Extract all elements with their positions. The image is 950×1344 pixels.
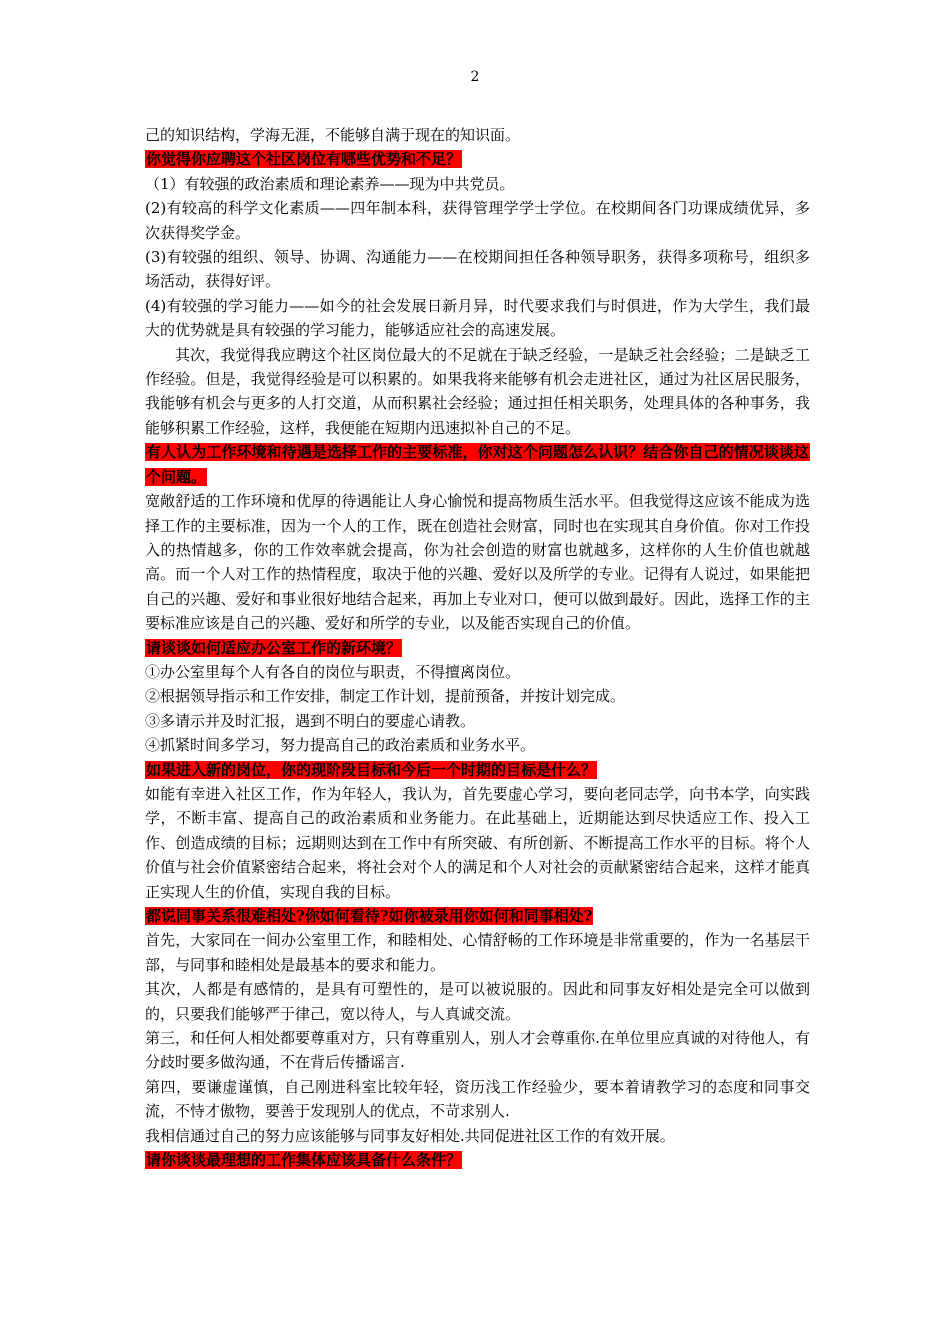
body-paragraph (145, 928, 810, 977)
question-heading (145, 440, 810, 489)
body-paragraph (145, 1026, 810, 1075)
paragraph-text: 第三，和任何人相处都要尊重对方，只有尊重别人，别人才会尊重你.在单位里应真诚的对待他人，有分歧时要多做沟通，不在背后传播谣言. (145, 1029, 810, 1072)
body-paragraph (145, 660, 810, 684)
body-paragraph (145, 489, 810, 635)
question-heading (145, 1148, 810, 1172)
body-paragraph (145, 245, 810, 294)
body-paragraph (145, 123, 810, 147)
paragraph-text: 首先，大家同在一间办公室里工作，和睦相处、心情舒畅的工作环境是非常重要的，作为一名基层干部，与同事和睦相处是最基本的要求和能力。 (145, 931, 810, 974)
paragraph-text: 其次，我觉得我应聘这个社区岗位最大的不足就在于缺乏经验，一是缺乏社会经验；二是缺乏工作经验。但是，我觉得经验是可以积累的。如果我将来能够有机会走进社区，通过为社区居民服务，我能够有机会与更多的人打交道，从而积累社会经验；通过担任相关职务，处理具体的各种事务，我能够积累工作经验，这样，我便能在短期内迅速拟补自己的不足。 (145, 345, 810, 437)
paragraph-text: ④抓紧时间多学习，努力提高自己的政治素质和业务水平。 (145, 736, 536, 755)
body-paragraph (145, 1124, 810, 1148)
question-heading (145, 758, 810, 782)
question-text: 你觉得你应聘这个社区岗位有哪些优势和不足？ (146, 150, 462, 169)
body-paragraph (145, 733, 810, 757)
question-text: 请谈谈如何适应办公室工作的新环境？ (146, 638, 402, 657)
paragraph-text: (3)有较强的组织、领导、协调、沟通能力——在校期间担任各种领导职务，获得多项称号，组织多场活动，获得好评。 (145, 248, 810, 291)
paragraph-text: ③多请示并及时汇报，遇到不明白的要虚心请教。 (145, 711, 476, 730)
question-text: 都说同事关系很难相处?你如何看待?如你被录用你如何和同事相处? (146, 907, 593, 925)
body-paragraph (145, 1075, 810, 1124)
body-paragraph (145, 294, 810, 343)
paragraph-text: 第四，要谦虚谨慎，自己刚进科室比较年轻，资历浅工作经验少，要本着请教学习的态度和同事交流，不恃才傲物，要善于发现别人的优点，不苛求别人. (145, 1077, 810, 1121)
body-paragraph (145, 977, 810, 1026)
paragraph-text: (2)有较高的科学文化素质——四年制本科，获得管理学学士学位。在校期间各门功课成绩优异，多次获得奖学金。 (145, 199, 810, 242)
paragraph-text: 我相信通过自己的努力应该能够与同事友好相处.共同促进社区工作的有效开展。 (145, 1126, 675, 1145)
paragraph-text: 其次，人都是有感情的，是具有可塑性的，是可以被说服的。因此和同事友好相处是完全可以做到的，只要我们能够严于律己，宽以待人，与人真诚交流。 (145, 980, 810, 1023)
paragraph-text: (4)有较强的学习能力——如今的社会发展日新月异，时代要求我们与时俱进，作为大学生，我们最大的优势就是具有较强的学习能力，能够适应社会的高速发展。 (145, 296, 810, 340)
page-number: 2 (470, 69, 480, 85)
paragraph-text: （1）有较强的政治素质和理论素养——现为中共党员。 (145, 174, 515, 193)
body-paragraph (145, 684, 810, 708)
paragraph-text: 如能有幸进入社区工作，作为年轻人，我认为，首先要虚心学习，要向老同志学，向书本学，向实践学，不断丰富、提高自己的政治素质和业务能力。在此基础上，近期能达到尽快适应工作、投入工作、创造成绩的目标；远期则达到在工作中有所突破、有所创新、不断提高工作水平的目标。将个人价值与社会价值紧密结合起来，将社会对个人的满足和个人对社会的贡献紧密结合起来，这样才能真正实现人生的价值，实现自我的目标。 (145, 784, 810, 901)
question-heading (145, 636, 810, 660)
body-paragraph (145, 196, 810, 245)
document-body (145, 123, 810, 1172)
question-text: 请你谈谈最理想的工作集体应该具备什么条件？ (146, 1151, 462, 1170)
body-paragraph (145, 172, 810, 196)
question-heading (145, 904, 810, 928)
paragraph-text: ②根据领导指示和工作安排，制定工作计划，提前预备，并按计划完成。 (145, 687, 626, 706)
question-heading (145, 147, 810, 171)
body-paragraph (145, 343, 810, 441)
paragraph-text: 宽敞舒适的工作环境和优厚的待遇能让人身心愉悦和提高物质生活水平。但我觉得这应该不能成为选择工作的主要标准，因为一个人的工作，既在创造社会财富，同时也在实现其自身价值。你对工作投入的热情越多，你的工作效率就会提高，你为社会创造的财富也就越多，这样你的人生价值也就越高。而一个人对工作的热情程度，取决于他的兴趣、爱好以及所学的专业。记得有人说过，如果能把自己的兴趣、爱好和事业很好地结合起来，再加上专业对口，便可以做到最好。因此，选择工作的主要标准应该是自己的兴趣、爱好和所学的专业，以及能否实现自己的价值。 (145, 492, 810, 633)
body-paragraph (145, 709, 810, 733)
paragraph-text: ①办公室里每个人有各自的岗位与职责，不得擅离岗位。 (145, 662, 521, 681)
body-paragraph (145, 782, 810, 904)
question-text: 有人认为工作环境和待遇是选择工作的主要标准，你对这个问题怎么认识？结合你自己的情况谈谈这个问题。 (146, 443, 809, 486)
paragraph-text: 己的知识结构，学海无涯，不能够自满于现在的知识面。 (145, 126, 521, 144)
question-text: 如果进入新的岗位，你的现阶段目标和今后一个时期的目标是什么？ (146, 760, 597, 779)
